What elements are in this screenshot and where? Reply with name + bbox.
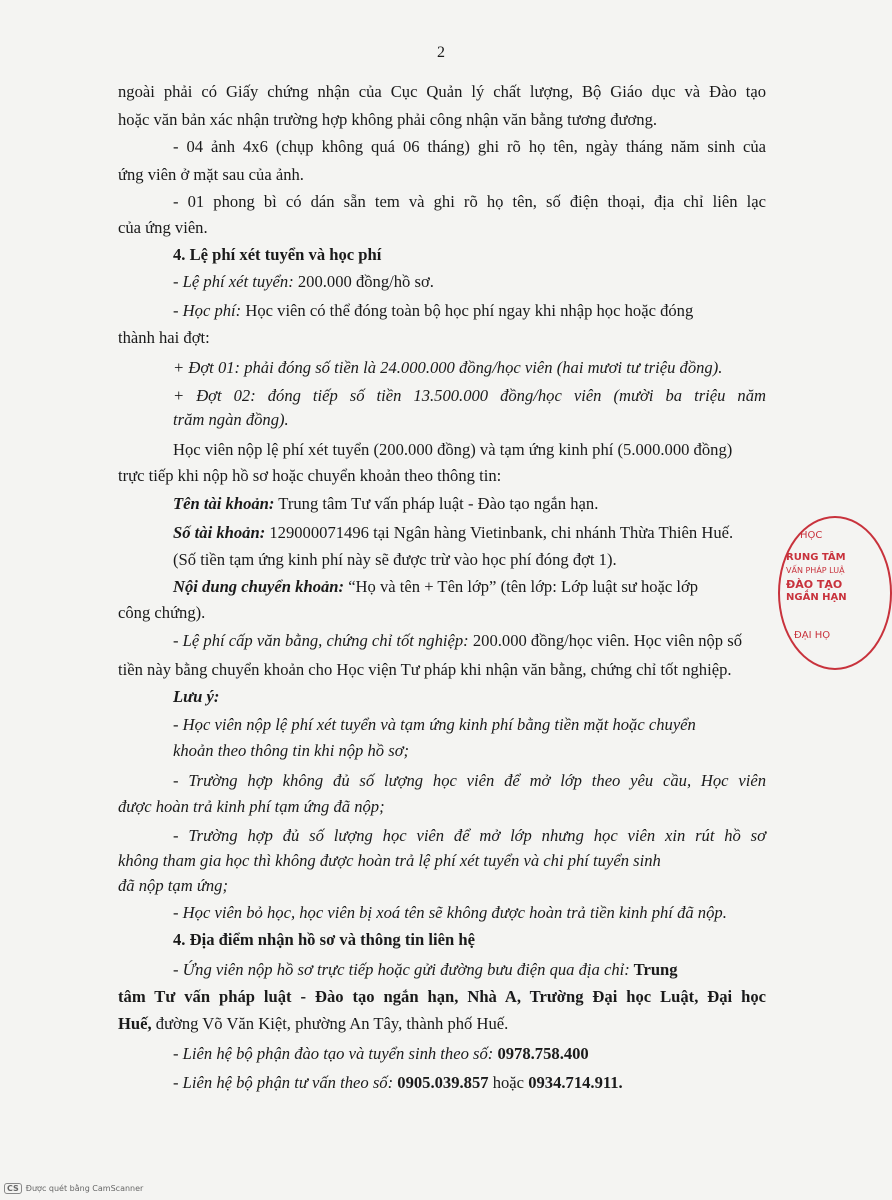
text-line: tiền này bằng chuyển khoản cho Học viện Tư pháp khi nhận văn bằng, chứng chỉ tốt nghiệp. [118, 660, 732, 679]
contact-line: - Liên hệ bộ phận đào tạo và tuyển sinh theo số: 0978.758.400 [173, 1044, 589, 1063]
text-line: - Trường hợp đủ số lượng học viên để mở lớp nhưng học viên xin rút hồ sơ [173, 826, 766, 845]
account-number: Số tài khoản: 129000071496 tại Ngân hàng Vietinbank, chi nhánh Thừa Thiên Huế. [173, 523, 734, 542]
text-line: - Học viên bỏ học, học viên bị xoá tên sẽ không được hoàn trả tiền kinh phí đã nộp. [173, 903, 727, 922]
text-line: - Học viên nộp lệ phí xét tuyển và tạm ứng kinh phí bằng tiền mặt hoặc chuyển [173, 715, 696, 734]
account-name: Tên tài khoản: Trung tâm Tư vấn pháp luật - Đào tạo ngắn hạn. [173, 494, 599, 513]
text-line: được hoàn trả kinh phí tạm ứng đã nộp; [118, 797, 385, 816]
section-heading: 4. Địa điểm nhận hồ sơ và thông tin liên hệ [173, 930, 475, 949]
camscanner-logo-icon: CS [4, 1183, 22, 1194]
text-line: - Lệ phí cấp văn bằng, chứng chỉ tốt nghiệp: 200.000 đồng/học viên. Học viên nộp số [173, 631, 743, 650]
text-line: không tham gia học thì không được hoàn trả lệ phí xét tuyển và chi phí tuyển sinh [118, 851, 661, 870]
text-line: thành hai đợt: [118, 328, 210, 347]
text-line: khoản theo thông tin khi nộp hồ sơ; [173, 741, 410, 760]
text-line: Học viên nộp lệ phí xét tuyển (200.000 đồng) và tạm ứng kinh phí (5.000.000 đồng) [173, 440, 733, 459]
transfer-content: Nội dung chuyển khoản: “Họ và tên + Tên lớp” (tên lớp: Lớp luật sư hoặc lớp [173, 577, 699, 596]
stamp-text: ĐẠI HỌ [794, 630, 831, 641]
text-line: đã nộp tạm ứng; [118, 876, 228, 895]
scanner-watermark [4, 1183, 143, 1194]
text-line: ngoài phải có Giấy chứng nhận của Cục Quản lý chất lượng, Bộ Giáo dục và Đào tạo [118, 82, 766, 101]
page-number: 2 [437, 44, 445, 61]
text-line: - 04 ảnh 4x6 (chụp không quá 06 tháng) ghi rõ họ tên, ngày tháng năm sinh của [173, 137, 766, 156]
stamp-text: ĐÀO TẠO [786, 578, 843, 591]
text-line: - Lệ phí xét tuyển: 200.000 đồng/hồ sơ. [173, 272, 434, 291]
text-line: - Ứng viên nộp hồ sơ trực tiếp hoặc gửi đường bưu điện qua địa chỉ: Trung [173, 960, 678, 979]
text-line: của ứng viên. [118, 218, 208, 237]
section-heading: 4. Lệ phí xét tuyển và học phí [173, 245, 382, 264]
text-line: (Số tiền tạm ứng kinh phí này sẽ được trừ vào học phí đóng đợt 1). [173, 550, 617, 569]
text-line: + Đợt 02: đóng tiếp số tiền 13.500.000 đồng/học viên (mười ba triệu năm [173, 386, 766, 405]
text-line: hoặc văn bản xác nhận trường hợp không phải công nhận văn bằng tương đương. [118, 110, 658, 129]
stamp-text: NGẮN HẠN [786, 592, 847, 603]
text-line: ứng viên ở mặt sau của ảnh. [118, 165, 304, 184]
text-line: trăm ngàn đồng). [173, 410, 289, 429]
stamp-text: VẤN PHÁP LUẬ [786, 566, 845, 575]
text-line: - 01 phong bì có dán sẵn tem và ghi rõ họ tên, số điện thoại, địa chỉ liên lạc [173, 192, 766, 211]
text-line: - Trường hợp không đủ số lượng học viên để mở lớp theo yêu cầu, Học viên [173, 771, 766, 790]
stamp-text: RUNG TÂM [786, 552, 846, 563]
note-heading: Lưu ý: [173, 687, 220, 706]
text-line: trực tiếp khi nộp hồ sơ hoặc chuyển khoản theo thông tin: [118, 466, 502, 485]
text-line: Huế, đường Võ Văn Kiệt, phường An Tây, thành phố Huế. [118, 1014, 509, 1033]
stamp-text: HỌC [800, 530, 823, 541]
text-line: + Đợt 01: phải đóng số tiền là 24.000.000 đồng/học viên (hai mươi tư triệu đồng). [173, 358, 723, 377]
contact-line: - Liên hệ bộ phận tư vấn theo số: 0905.039.857 hoặc 0934.714.911. [173, 1073, 623, 1092]
scanner-text: Được quét bằng CamScanner [25, 1184, 144, 1193]
text-line: tâm Tư vấn pháp luật - Đào tạo ngắn hạn, Nhà A, Trường Đại học Luật, Đại học [118, 987, 766, 1006]
text-line: công chứng). [118, 603, 206, 622]
red-seal-stamp [778, 516, 892, 670]
text-line: - Học phí: Học viên có thể đóng toàn bộ học phí ngay khi nhập học hoặc đóng [173, 301, 694, 320]
